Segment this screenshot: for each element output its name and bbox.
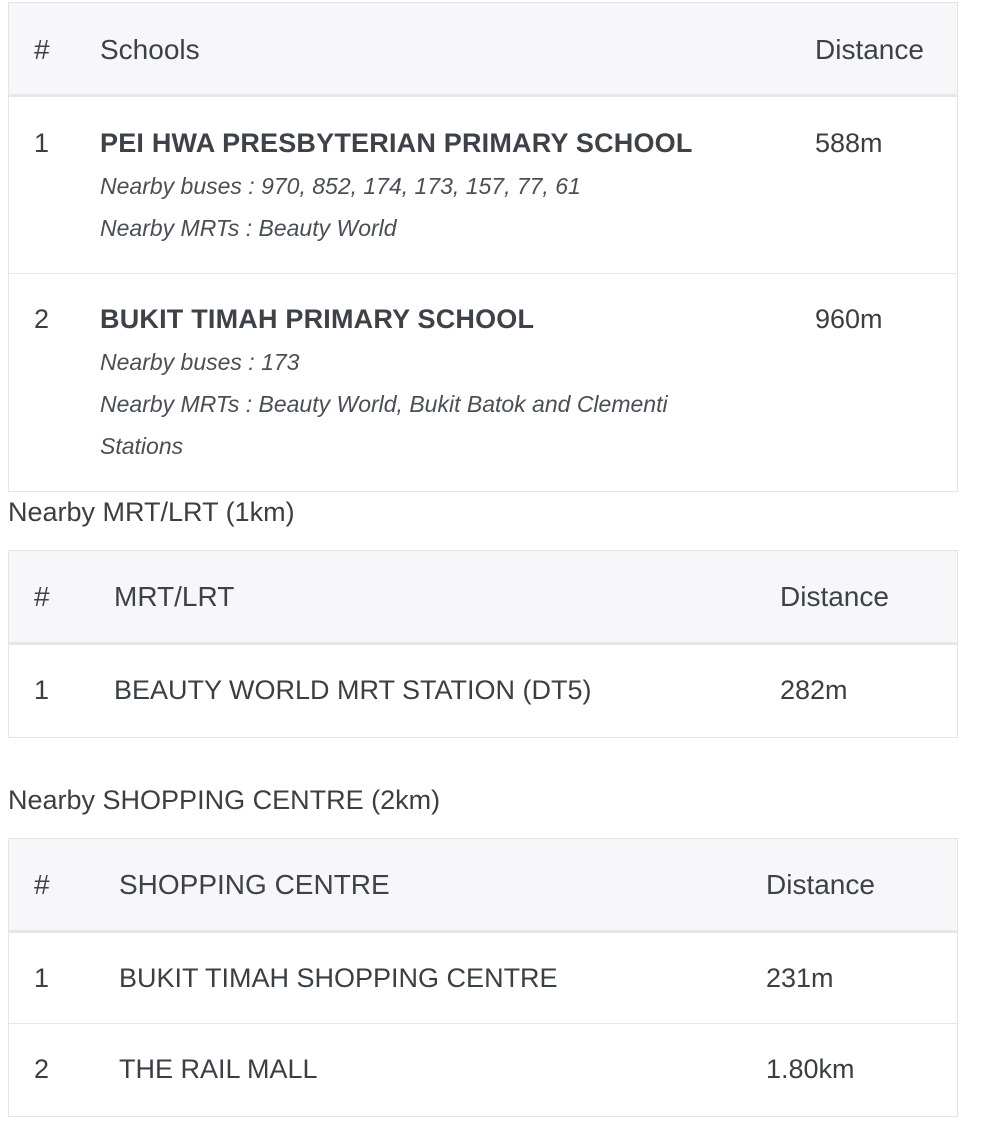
shopping-distance: 231m <box>766 963 834 993</box>
row-number: 2 <box>34 304 50 334</box>
row-number: 1 <box>34 963 50 993</box>
table-row[interactable] <box>9 1024 957 1115</box>
mrt-table <box>8 550 958 738</box>
row-number: 2 <box>34 1054 50 1084</box>
header-mrt: MRT/LRT <box>114 581 235 612</box>
nearby-mrts-continued: Stations <box>100 433 184 459</box>
shopping-table-header <box>9 839 957 933</box>
table-row[interactable] <box>9 97 957 274</box>
mrt-table-header <box>9 551 957 645</box>
school-distance: 960m <box>815 304 883 334</box>
row-number: 1 <box>34 675 50 705</box>
shopping-section-title: Nearby SHOPPING CENTRE (2km) <box>8 785 441 815</box>
school-name[interactable]: PEI HWA PRESBYTERIAN PRIMARY SCHOOL <box>100 128 693 158</box>
mrt-distance: 282m <box>780 675 848 705</box>
header-number: # <box>34 581 50 612</box>
header-shopping-centre: SHOPPING CENTRE <box>119 869 390 900</box>
schools-table <box>8 2 958 492</box>
mrt-station-name[interactable]: BEAUTY WORLD MRT STATION (DT5) <box>114 675 592 705</box>
header-distance: Distance <box>780 581 889 612</box>
nearby-mrts: Nearby MRTs : Beauty World, Bukit Batok and Clementi <box>100 391 668 417</box>
header-number: # <box>34 34 50 65</box>
header-distance: Distance <box>766 869 875 900</box>
nearby-buses: Nearby buses : 173 <box>100 349 300 375</box>
shopping-centre-name[interactable]: THE RAIL MALL <box>119 1054 318 1084</box>
school-name[interactable]: BUKIT TIMAH PRIMARY SCHOOL <box>100 304 535 334</box>
school-distance: 588m <box>815 128 883 158</box>
table-row[interactable] <box>9 274 957 491</box>
header-number: # <box>34 869 50 900</box>
shopping-table <box>8 838 958 1117</box>
nearby-mrts: Nearby MRTs : Beauty World <box>100 215 397 241</box>
header-schools: Schools <box>100 34 200 65</box>
row-number: 1 <box>34 128 50 158</box>
table-row[interactable] <box>9 645 957 736</box>
table-row[interactable] <box>9 933 957 1024</box>
header-distance: Distance <box>815 34 924 65</box>
shopping-distance: 1.80km <box>766 1054 855 1084</box>
schools-table-header <box>9 3 957 97</box>
shopping-centre-name[interactable]: BUKIT TIMAH SHOPPING CENTRE <box>119 963 558 993</box>
nearby-buses: Nearby buses : 970, 852, 174, 173, 157, 77, 61 <box>100 173 581 199</box>
mrt-section-title: Nearby MRT/LRT (1km) <box>8 497 295 527</box>
